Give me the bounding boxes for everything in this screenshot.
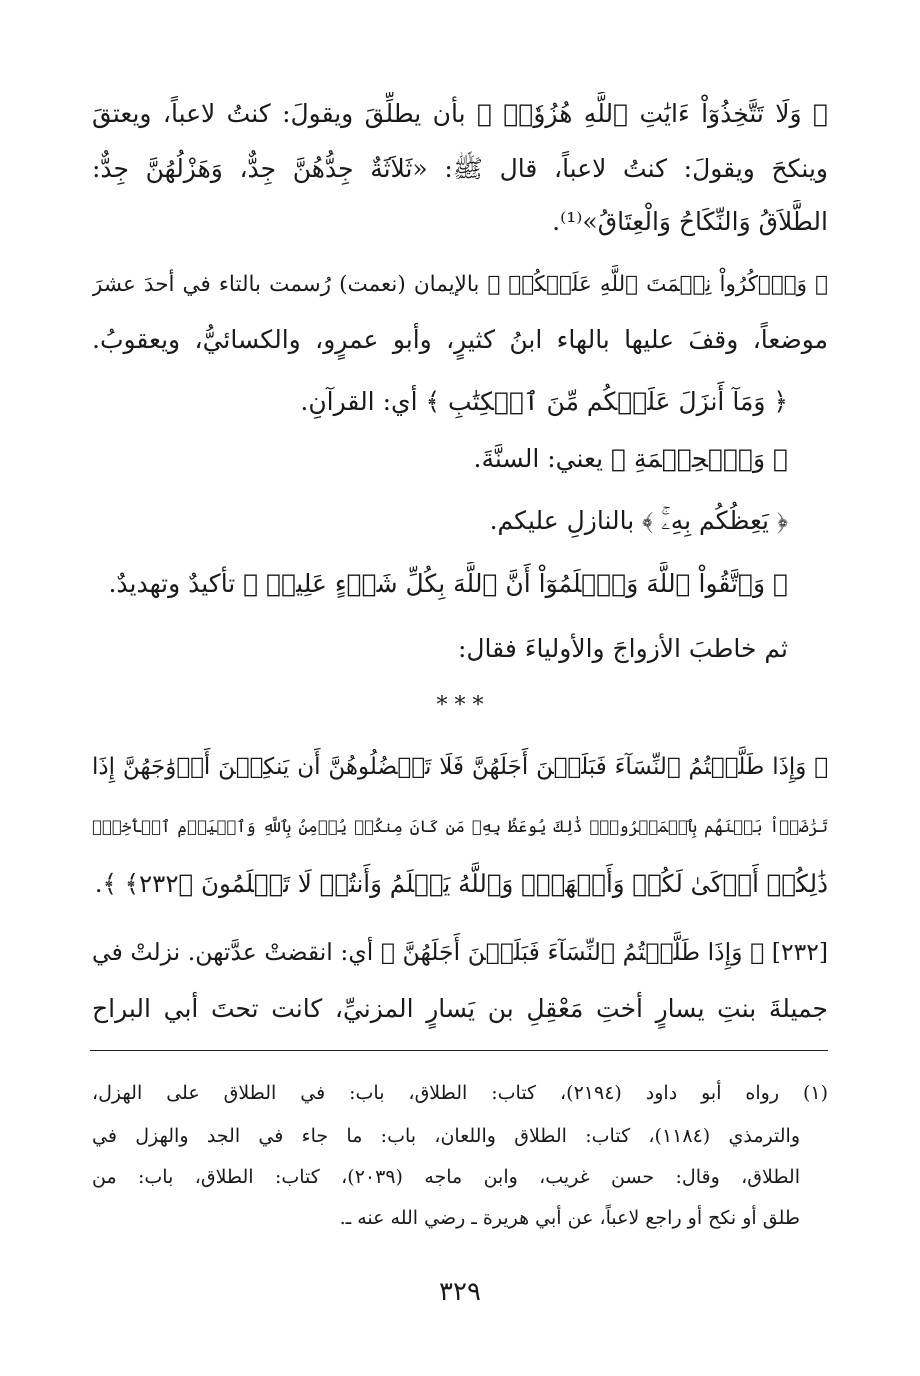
section-separator: * * * <box>436 693 484 718</box>
commentary-line-2: جميلةَ بنتِ يسارٍ أختِ مَعْقِلِ بن يَسارٍ المزنيِّ، كانت تحتَ أبي البراح <box>92 994 828 1023</box>
footnote-line-4: طلق أو نكح أو راجع لاعباً، عن أبي هريرة ـ رضي الله عنه ـ. <box>339 1207 800 1229</box>
body-line-2: وينكحَ ويقولَ: كنتُ لاعباً، قال ﷺ: «ثَلاَثَةٌ جِدُّهُنَّ جِدٌّ، وَهَزْلُهُنَّ جِدٌّ: <box>92 154 828 183</box>
page-number: ٣٢٩ <box>439 1277 481 1307</box>
footnote-divider <box>90 1050 828 1051</box>
body-line-1: ﴿ وَلَا تَتَّخِذُوٓاْ ءَايَٰتِ ٱللَّهِ هُزُوٗاۚ ﴾ بأن يطلِّقَ ويقولَ: كنتُ لاعباً، ويعتقَ <box>92 99 828 128</box>
verse-line-3: ذَٰلِكُمۡ أَزۡكَىٰ لَكُمۡ وَأَطۡهَرُۚ وَٱللَّهُ يَعۡلَمُ وَأَنتُمۡ لَا تَعۡلَمُونَ ﴿٢٣٢﴾ ﴾. <box>94 869 828 898</box>
commentary-line-1: [٢٣٢] ﴿ وَإِذَا طَلَّقۡتُمُ ٱلنِّسَآءَ فَبَلَغۡنَ أَجَلَهُنَّ ﴾ أي: انقضتْ عدَّتهن. نزلتْ في <box>92 938 828 966</box>
verse-line-2: تَرَٰضَوۡاْ بَيۡنَهُم بِٱلۡمَعۡرُوفِۗ ذَٰلِكَ يُوعَظُ بِهِۦ مَن كَانَ مِنكُمۡ يُؤۡمِنُ بِٱللَّهِ وَٱلۡيَوۡمِ ٱلۡأٓخِرِۗ <box>92 817 828 836</box>
footnote-line-1: (١) رواه أبو داود (٢١٩٤)، كتاب: الطلاق، باب: في الطلاق على الهزل، <box>92 1082 828 1104</box>
footnote-line-2: والترمذي (١١٨٤)، كتاب: الطلاق واللعان، باب: ما جاء في الجد والهزل في <box>92 1125 800 1147</box>
verse-line-1: ﴿ وَإِذَا طَلَّقۡتُمُ ٱلنِّسَآءَ فَبَلَغۡنَ أَجَلَهُنَّ فَلَا تَعۡضُلُوهُنَّ أَن يَنكِحۡنَ أَزۡوَٰجَهُنَّ إِذَا <box>92 754 828 780</box>
body-line-4: ﴿ وَٱذۡكُرُواْ نِعۡمَتَ ٱللَّهِ عَلَيۡكُمۡ ﴾ بالإيمان (نعمت) رُسمت بالتاء في أحدَ عشرَ <box>92 272 828 297</box>
body-line-10: ثم خاطبَ الأزواجَ والأولياءَ فقال: <box>457 634 788 663</box>
footnote-line-3: الطلاق، وقال: حسن غريب، وابن ماجه (٢٠٣٩)، كتاب: الطلاق، باب: من <box>92 1166 800 1188</box>
body-line-3: الطَّلاَقُ وَالنِّكَاحُ وَالْعِتَاقُ»⁽¹⁾. <box>552 207 828 236</box>
body-line-8: ﴿ يَعِظُكُم بِهِۦۚ ﴾ بالنازلِ عليكم. <box>489 506 788 535</box>
body-line-9: ﴿ وَٱتَّقُواْ ٱللَّهَ وَٱعۡلَمُوٓاْ أَنَّ ٱللَّهَ بِكُلِّ شَيۡءٍ عَلِيمٞ ﴾ تأكيدٌ وتهديدٌ. <box>108 569 788 598</box>
body-line-6: ﴿ وَمَآ أَنزَلَ عَلَيۡكُم مِّنَ ٱلۡكِتَٰبِ ﴾ أي: القرآنِ. <box>300 387 788 416</box>
body-line-7: ﴿ وَٱلۡحِكۡمَةِ ﴾ يعني: السنَّةَ. <box>473 444 788 473</box>
body-line-5: موضعاً، وقفَ عليها بالهاء ابنُ كثيرٍ، وأبو عمرٍو، والكسائيُّ، ويعقوبُ. <box>92 325 828 354</box>
